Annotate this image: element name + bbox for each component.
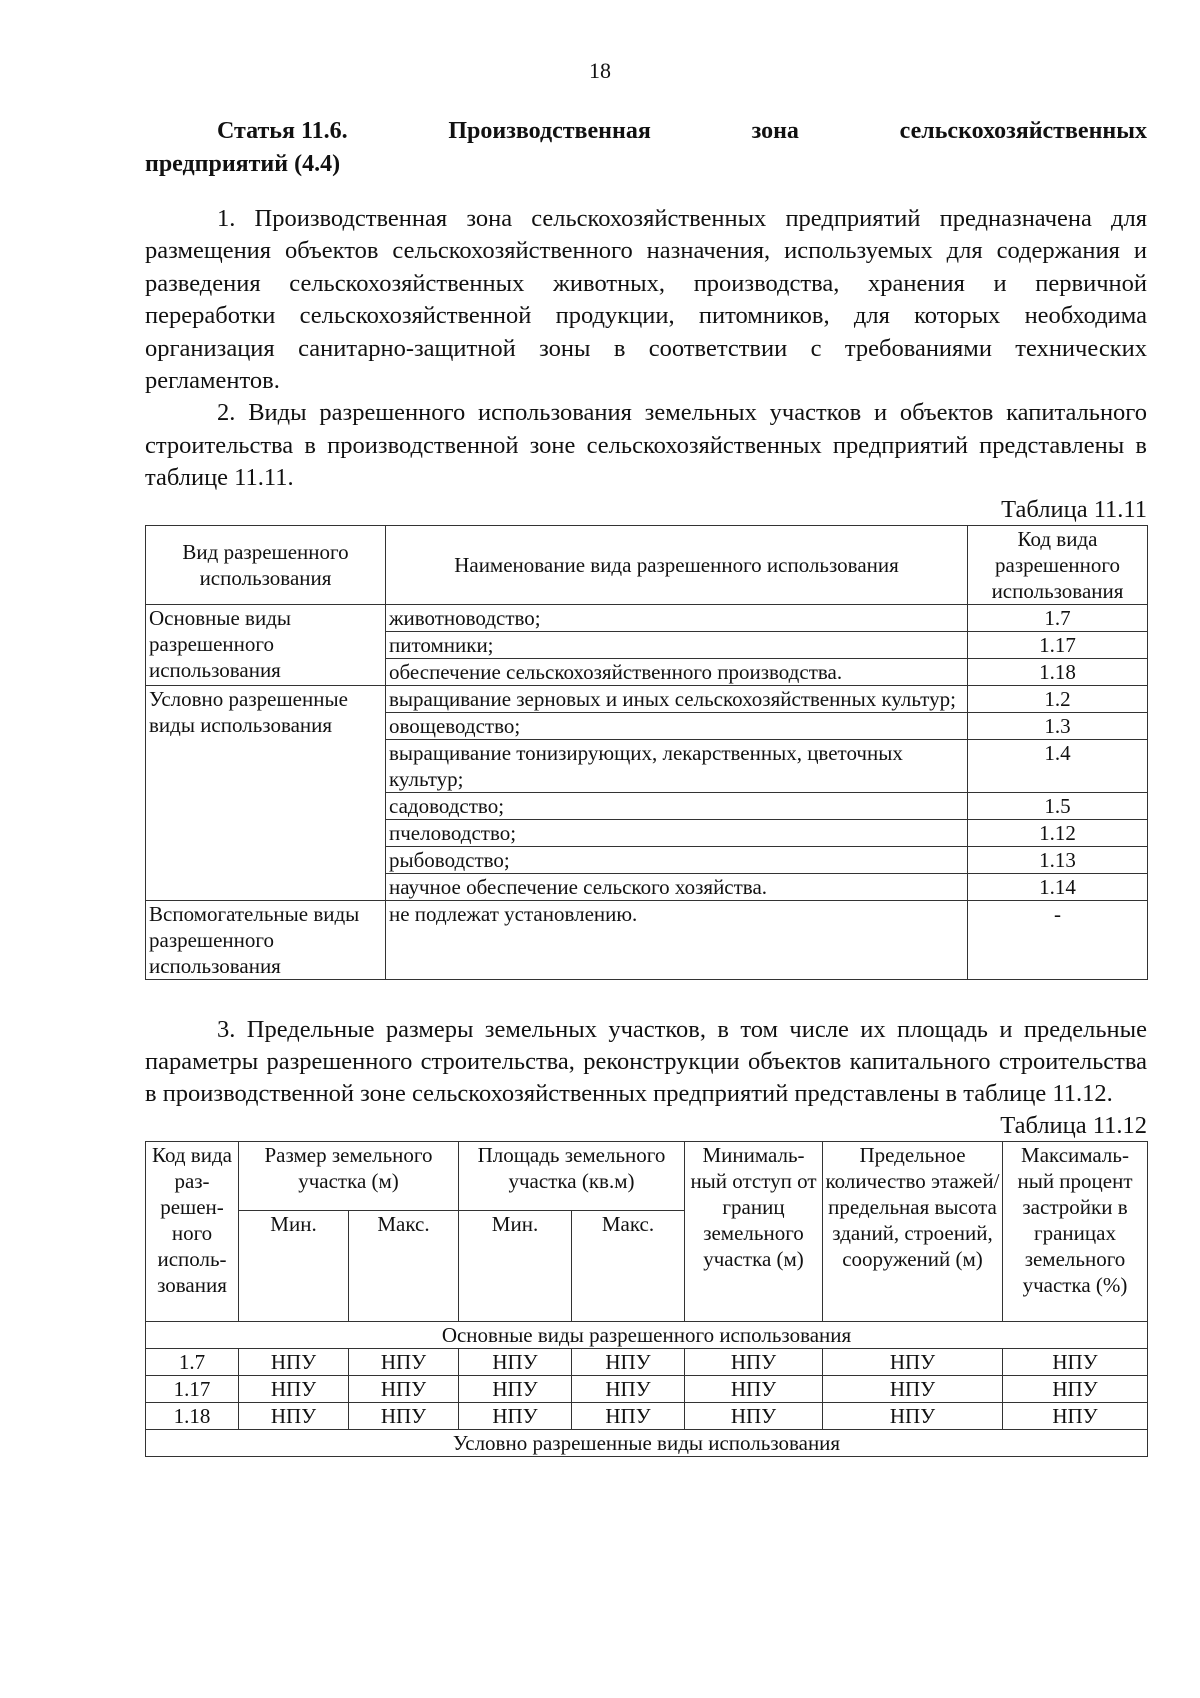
header-size-min: Мин. — [239, 1210, 349, 1321]
article-title — [145, 115, 1147, 181]
cell: НПУ — [823, 1375, 1003, 1402]
cell: НПУ — [1003, 1402, 1148, 1429]
table-row — [146, 900, 1148, 979]
cell: НПУ — [823, 1402, 1003, 1429]
header-min-offset: Минималь-ный отступ от границ земельного участка (м) — [685, 1141, 823, 1321]
group-auxiliary: Вспомогательные виды разрешенного использования — [146, 900, 386, 979]
row-name: садоводство; — [386, 792, 968, 819]
header-code: Код вида раз-решен-ного исполь-зования — [146, 1141, 239, 1321]
cell: НПУ — [459, 1402, 572, 1429]
header-plot-size: Размер земельного участка (м) — [239, 1141, 459, 1210]
section-main: Основные виды разрешенного использования — [146, 1321, 1148, 1348]
table-11-12-caption: Таблица 11.12 — [1000, 1111, 1147, 1139]
row-name: обеспечение сельскохозяйственного производства. — [386, 658, 968, 685]
paragraph-2: 2. Виды разрешенного использования земельных участков и объектов капитального строительства в производственной зоне сельскохозяйственных предприятий представлены в таблице 11.11. — [145, 399, 1147, 492]
row-name: рыбоводство; — [386, 846, 968, 873]
cell: НПУ — [459, 1375, 572, 1402]
row-code: 1.7 — [968, 604, 1148, 631]
row-name: пчеловодство; — [386, 819, 968, 846]
cell: НПУ — [685, 1348, 823, 1375]
title-part-2: Производственная — [448, 118, 651, 144]
cell: НПУ — [1003, 1348, 1148, 1375]
header-code: Код вида разрешенного использования — [968, 525, 1148, 604]
row-code: 1.18 — [968, 658, 1148, 685]
cell: НПУ — [349, 1402, 459, 1429]
cell: НПУ — [685, 1375, 823, 1402]
cell: НПУ — [572, 1348, 685, 1375]
document-body — [145, 115, 1147, 1457]
table-row — [146, 685, 1148, 712]
row-code: 1.13 — [968, 846, 1148, 873]
row-code: 1.7 — [146, 1348, 239, 1375]
group-conditional: Условно разрешенные виды использования — [146, 685, 386, 900]
cell: НПУ — [349, 1375, 459, 1402]
header-area-max: Макс. — [572, 1210, 685, 1321]
cell: НПУ — [239, 1402, 349, 1429]
title-line-2: предприятий (4.4) — [145, 151, 341, 177]
row-code: 1.14 — [968, 873, 1148, 900]
header-plot-area: Площадь земельного участка (кв.м) — [459, 1141, 685, 1210]
section-row — [146, 1429, 1148, 1456]
table-row — [146, 1348, 1148, 1375]
table-11-11-caption: Таблица 11.11 — [1001, 495, 1147, 523]
row-name: животноводство; — [386, 604, 968, 631]
header-name: Наименование вида разрешенного использования — [386, 525, 968, 604]
row-code: 1.18 — [146, 1402, 239, 1429]
header-area-min: Мин. — [459, 1210, 572, 1321]
row-code: 1.17 — [146, 1375, 239, 1402]
group-main: Основные виды разрешенного использования — [146, 604, 386, 685]
row-name: выращивание тонизирующих, лекарственных, цветочных культур; — [386, 739, 968, 792]
page-number: 18 — [589, 58, 611, 83]
cell: НПУ — [572, 1375, 685, 1402]
cell: НПУ — [239, 1375, 349, 1402]
cell: НПУ — [572, 1402, 685, 1429]
title-part-4: сельскохозяйственных — [899, 118, 1147, 144]
cell: НПУ — [459, 1348, 572, 1375]
header-floors: Предельное количество этажей/ предельная высота зданий, строений, сооружений (м) — [823, 1141, 1003, 1321]
paragraph-1: 1. Производственная зона сельскохозяйственных предприятий предназначена для размещения объектов сельскохозяйственного назначения, используемых для содержания и разведения сельскохозяйственных животных, производства, хранения и первичной переработки сельскохозяйственной продукции, питомников, для которых необходима организация санитарно-защитной зоны в соответствии с требованиями технических регламентов. — [145, 205, 1147, 395]
table-row — [146, 1402, 1148, 1429]
section-conditional: Условно разрешенные виды использования — [146, 1429, 1148, 1456]
row-code: 1.12 — [968, 819, 1148, 846]
section-row — [146, 1321, 1148, 1348]
table-row — [146, 1375, 1148, 1402]
paragraph-3: 3. Предельные размеры земельных участков, в том числе их площадь и предельные параметры разрешенного строительства, реконструкции объектов капитального строительства в производственной зоне сельскохозяйственных предприятий представлены в таблице 11.12. — [145, 1015, 1147, 1108]
row-code: 1.3 — [968, 712, 1148, 739]
cell: НПУ — [823, 1348, 1003, 1375]
row-name: научное обеспечение сельского хозяйства. — [386, 873, 968, 900]
table-row — [146, 604, 1148, 631]
row-name: выращивание зерновых и иных сельскохозяйственных культур; — [386, 685, 968, 712]
title-part-1: Статья 11.6. — [217, 118, 348, 144]
cell: НПУ — [685, 1402, 823, 1429]
row-code: 1.5 — [968, 792, 1148, 819]
header-kind: Вид разрешенного использования — [146, 525, 386, 604]
row-code: 1.2 — [968, 685, 1148, 712]
row-name: питомники; — [386, 631, 968, 658]
table-header-row — [146, 525, 1148, 604]
row-code: 1.4 — [968, 739, 1148, 792]
cell: НПУ — [1003, 1375, 1148, 1402]
row-code: 1.17 — [968, 631, 1148, 658]
cell: НПУ — [239, 1348, 349, 1375]
row-name: не подлежат установлению. — [386, 900, 968, 979]
table-11-11 — [145, 525, 1148, 980]
title-part-3: зона — [751, 118, 799, 144]
cell: НПУ — [349, 1348, 459, 1375]
row-name: овощеводство; — [386, 712, 968, 739]
table-header-row — [146, 1141, 1148, 1210]
table-11-12 — [145, 1141, 1148, 1457]
header-coverage: Максималь-ный процент застройки в границах земельного участка (%) — [1003, 1141, 1148, 1321]
row-code: - — [968, 900, 1148, 979]
header-size-max: Макс. — [349, 1210, 459, 1321]
